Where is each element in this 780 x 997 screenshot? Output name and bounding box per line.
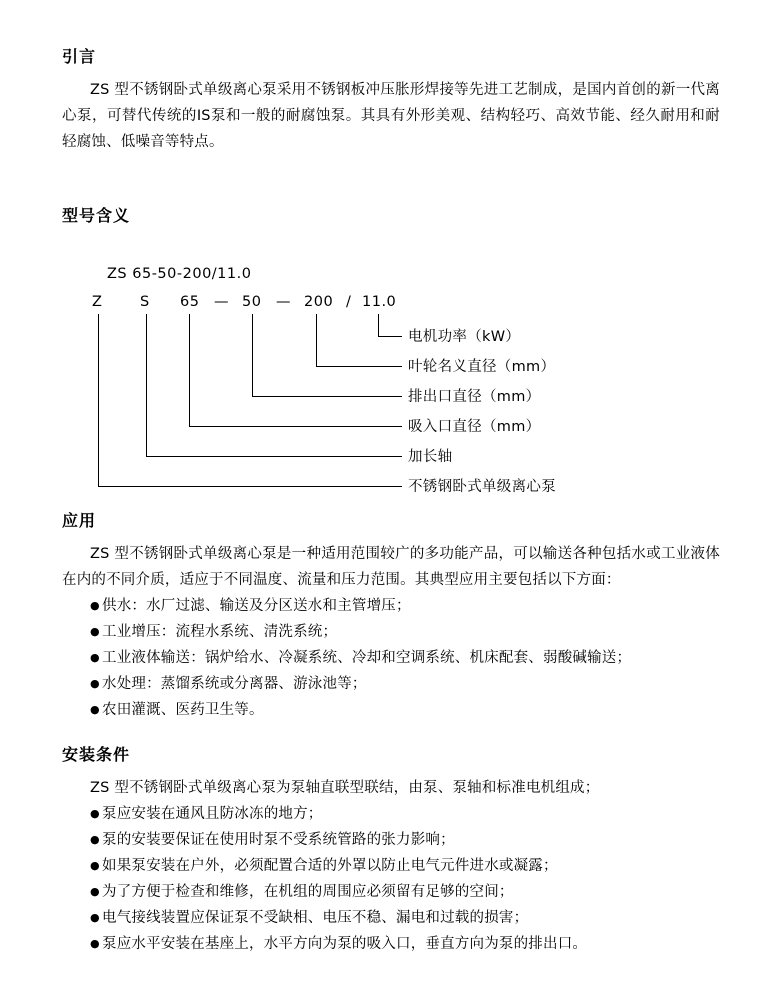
list-item — [62, 879, 720, 905]
application-item-2: 工业液体输送：锅炉给水、冷凝系统、冷却和空调系统、机床配套、弱酸碱输送； — [102, 650, 632, 666]
leader-hline-power — [378, 336, 402, 337]
model-label-inlet: 吸入口直径（mm） — [408, 419, 541, 435]
application-item-0: 供水：水厂过滤、输送及分区送水和主管增压； — [102, 598, 411, 614]
model-label-power: 电机功率（kW） — [408, 329, 521, 345]
leader-hline-inlet — [189, 426, 402, 427]
installation-list — [62, 801, 720, 957]
section-intro — [62, 44, 720, 155]
model-label-outlet: 排出口直径（mm） — [408, 389, 541, 405]
application-heading: 应用 — [62, 511, 97, 530]
application-list — [62, 593, 720, 723]
application-item-3: 水处理：蒸馏系统或分离器、游泳池等； — [102, 676, 367, 692]
model-token-dash1: — — [214, 294, 229, 310]
application-item-4: 农田灌溉、医药卫生等。 — [102, 702, 264, 718]
model-label-shaft: 加长轴 — [408, 449, 453, 465]
leader-hline-shaft — [146, 456, 402, 457]
intro-paragraph: ZS 型不锈钢卧式单级离心泵采用不锈钢板冲压胀形焊接等先进工艺制成，是国内首创的新一代离心泵，可替代传统的IS泵和一般的耐腐蚀泵。其具有外形美观、结构轻巧、高效节能、经久耐用和耐轻腐蚀、低噪音等特点。 — [62, 82, 720, 150]
leader-hline-outlet — [252, 396, 402, 397]
model-label-impeller: 叶轮名义直径（mm） — [408, 359, 556, 375]
list-item — [62, 593, 720, 619]
list-item — [62, 671, 720, 697]
model-token-50: 50 — [242, 294, 262, 310]
leader-vline-shaft — [146, 314, 147, 456]
leader-hline-impeller — [316, 366, 402, 367]
list-item — [62, 645, 720, 671]
leader-vline-power — [378, 314, 379, 336]
installation-item-3: 为了方便于检查和维修，在机组的周围应必须留有足够的空间； — [102, 884, 514, 900]
list-item — [62, 931, 720, 957]
intro-heading: 引言 — [62, 47, 97, 66]
model-token-z: Z — [92, 294, 103, 310]
section-model — [62, 203, 720, 495]
leader-vline-pump — [98, 314, 99, 486]
model-code-diagram — [62, 236, 720, 495]
model-full-code: ZS 65-50-200/11.0 — [107, 266, 252, 282]
list-item — [62, 619, 720, 645]
installation-item-0: 泵应安装在通风且防冰冻的地方； — [102, 806, 323, 822]
leader-vline-outlet — [252, 314, 253, 396]
model-label-pump: 不锈钢卧式单级离心泵 — [408, 479, 556, 495]
installation-item-5: 泵应水平安装在基座上，水平方向为泵的吸入口，垂直方向为泵的排出口。 — [102, 936, 588, 952]
leader-vline-impeller — [316, 314, 317, 366]
model-heading: 型号含义 — [62, 206, 131, 225]
installation-item-2: 如果泵安装在户外，必须配置合适的外罩以防止电气元件进水或凝露； — [102, 858, 558, 874]
section-installation — [62, 742, 720, 957]
model-token-dash2: — — [276, 294, 291, 310]
model-token-200: 200 — [304, 294, 334, 310]
model-token-11: 11.0 — [362, 294, 397, 310]
list-item — [62, 853, 720, 879]
installation-item-4: 电气接线装置应保证泵不受缺相、电压不稳、漏电和过载的损害； — [102, 910, 529, 926]
installation-item-1: 泵的安装要保证在使用时泵不受系统管路的张力影响； — [102, 832, 455, 848]
installation-heading: 安装条件 — [62, 745, 131, 764]
leader-hline-pump — [98, 486, 402, 487]
list-item — [62, 827, 720, 853]
application-paragraph: ZS 型不锈钢卧式单级离心泵是一种适用范围较广的多功能产品，可以输送各种包括水或工业液体在内的不同介质，适应于不同温度、流量和压力范围。其典型应用主要包括以下方面： — [62, 546, 720, 588]
list-item — [62, 697, 720, 723]
model-token-65: 65 — [180, 294, 200, 310]
list-item — [62, 905, 720, 931]
application-item-1: 工业增压：流程水系统、清洗系统； — [102, 624, 338, 640]
section-application — [62, 508, 720, 723]
installation-paragraph: ZS 型不锈钢卧式单级离心泵为泵轴直联型联结，由泵、泵轴和标准电机组成； — [90, 780, 600, 796]
list-item — [62, 801, 720, 827]
leader-vline-inlet — [189, 314, 190, 426]
model-token-slash: / — [346, 294, 352, 310]
model-token-s: S — [140, 294, 150, 310]
